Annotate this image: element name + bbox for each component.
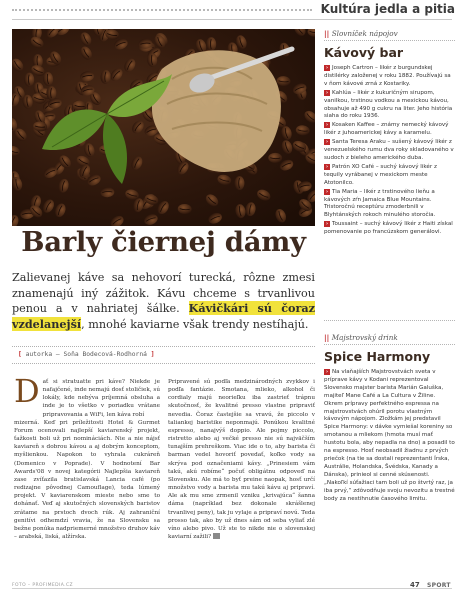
author-name: Soňa Bodecová-Rodhorná [63, 351, 147, 358]
section-title: Kultúra jedla a pitia [320, 2, 455, 16]
article-intro: ať si stratuatte pri káve? Niekde je nafajčené, inde nemajú dosť stoličiek, sú lokály, kde nebýva príjemná obsluha a inde je to všetko v poriadku vrátane pripravovania a WiFi, len káva robí [42, 379, 160, 418]
glossary-list [324, 65, 455, 237]
arrow-icon: › [325, 65, 329, 71]
photo-credit: FOTO – PROFIMEDIA.CZ [12, 583, 74, 588]
footer-rule [12, 588, 452, 589]
drop-cap: D [14, 372, 40, 410]
sidebar-title: Spice Harmony [324, 349, 431, 364]
article-headline: Barly čiernej dámy [21, 226, 306, 258]
author-prefix: autorka [25, 351, 53, 358]
lead-highlight: Kávičkári sú čoraz vzdelanejší [12, 301, 316, 332]
header-rule [12, 19, 452, 20]
glossary-item: › Kahlúa – likér z kukuričným sirupom, vanilkou, trstinou vodkou a mexickou kávou, obsahuje až 490 g cukru na liter. Jeho história siaha do roku 1936. [324, 89, 453, 120]
arrow-icon: › [325, 139, 329, 146]
article-column-1 [14, 372, 160, 541]
sidebar-master-drink [324, 333, 455, 595]
glossary-item: › Kosaken Kaffee – známy nemecký kávový likér z juhoamerickej kávy a karamelu. [324, 122, 449, 137]
coffee-photo [12, 29, 315, 226]
glossary-item: › Patrón XO Café – suchý kávový likér z tequily vyrábanej v mexickom meste Atotonilco. [324, 163, 437, 186]
page-number: 47 [410, 581, 420, 589]
sidebar-kicker: || Slovníček nápojov [324, 29, 455, 41]
header-dotted-line [12, 9, 312, 11]
article-paragraph: mizerná. Keď pri príležitosti Hotel & Gurmet Forum ocenovali najlepší kaviarenský projekt, ťažkosti boli už pri nomináciách. Nie a nie nájsť kaviareň s dobrou kávou a aj dobrým konceptom, myšlienkou. Napokon to vyhrala cukráreň (Domenico v Poprade). V hodnotení Bar Awards'08 v novej kategórii Najlepšia kaviareň zase zvíťazila bratislavská Lancia café (po redizajne pôvodnej Camouflage), teda lúmený projekt. V kaviarenskom mieste nebo sme to dohánať. Veď aj skutočných slovenských baristov zrátame na prstoch dvoch rúk. Aj zahraniční genitívi odhemdzí vravia, že na Slovensku sa bežne ponúka nadpriemerné množstvo druhov káv – arabská, liská, alžírska. [14, 419, 160, 540]
end-mark-icon [213, 533, 220, 539]
glossary-item: › Santa Teresa Araku – sušený kávový likér z venezuelského rumu dva roky skladovaného v sudoch z bieleho amerického duba. [324, 139, 454, 161]
article-paragraph-2: Pripravené sú podľa medzinárodných zvykkov i podľa fantázie. Smotana, mlieko, alkohol či cordialy majú neorieľku iba zastrieť trápnu skutočnosť, že kvalitné presso vlastne pripraviť nevedia. Čoraz častejšie sa vravú, že piccolo v taliankej baristike neponmajú. Ponúkou kvalitné espresso, nanajvýš doppio. Ale pojmy piccolo, ristretto alebo aj večké presso nie sú najväčším tunajším prehreškom. Viac ide o to, aby barista či barman vedel hovoriť povedať, koľko vody sa skrýva pod označeniami kávy. „Prinesiem vám takú, akú robíme“ počuť obligátnu odpoveď na Slovensku. Ale má to byť preine naopak, hosť určí množstvo vody a barista mu takú kávu aj pripraví. Ale ak mu sme zrmenil vzniku „krivajúca“ šanna dáma (napríklad bez dokonale skrášlenej trvanlivej peny), tak ju vylaje a pripraví novú. Teda prosso tak, ako by už dnes sám od seba vyliať zlé víno alebo pivo. Už ste to nikde nie o slovenskej kaviarní zažili? [168, 379, 315, 540]
magazine-brand: SPORT [427, 582, 451, 589]
arrow-icon: › [325, 122, 329, 129]
author-line: [ autorka – Soňa Bodecová-Rodhorná ] [12, 346, 315, 364]
glossary-item: › Tia Maria – likér z trstinového lieňu a kávových zŕn Jamaica Blue Mountains. Tristoročnú receptúru zmoderbnili v Blyhtánských rokoch minulého storočia. [324, 188, 436, 219]
sidebar-title: Kávový bar [324, 45, 404, 60]
arrow-icon: › [325, 188, 329, 195]
arrow-icon: › [325, 89, 329, 96]
glossary-item: › Toussaint – suchý kávový likér z Haiti získal pomenovanie po francúzskom generálovi. [324, 221, 453, 236]
arrow-icon: › [325, 221, 329, 228]
sidebar-kicker: || Majstrovský drink [324, 333, 455, 345]
arrow-icon: › [325, 163, 329, 170]
sidebar-text: Na vlaňajších Majstrovstvách sveta v príprave kávy v Kodani reprezentoval Slovensko majster barista Marián Galuška, majiteľ Mane Café a La Cultura v Žiline. Okrem prípravy perfektného espressa na majstrovstvách ohúril porotu vlastným kávovým nápojom. Zložkám jej predstavil Spice Harmony: v dávke vymiešal koreniny so smotanou a mliekom (hmota musí mať hustotu bola, aby nepadla na dno) a posadil to na espresso. Hosť neobsadil žiadnu z prvých priečok (na tie sa dostali reprezentanti Írska, Austrálie, Holandska, Švédska, Kanady a Dánska), prinieol si cenné skúsenosti. „Nakoľkí súťažiaci tam boli už po štvrtý raz, ja iba prvý,“ zdôvodňuje svoju nevozitu a trestné body za nestihnutie časového limitu. [324, 369, 455, 502]
sidebar-glossary [324, 29, 455, 321]
lead-text: Zalievanej káve sa nehovorí turecká, rôzne zmesi znamenajú iný zážitok. Kávu chceme s trvanlivou penou a v nahriatej šálke. [12, 271, 315, 316]
lead-text-end: , mnohé kaviarne však trendy nestíhajú. [81, 318, 309, 332]
glossary-item: › Joseph Cartron – likér z burgundskej distilérky založenej v roku 1882. Používajú sa v ňom kávové zrná z Kostariky. [324, 65, 451, 87]
coffee-beans-illustration [12, 29, 315, 226]
article-column-2 [168, 378, 315, 541]
arrow-icon: › [325, 369, 329, 375]
article-lead [12, 270, 315, 333]
